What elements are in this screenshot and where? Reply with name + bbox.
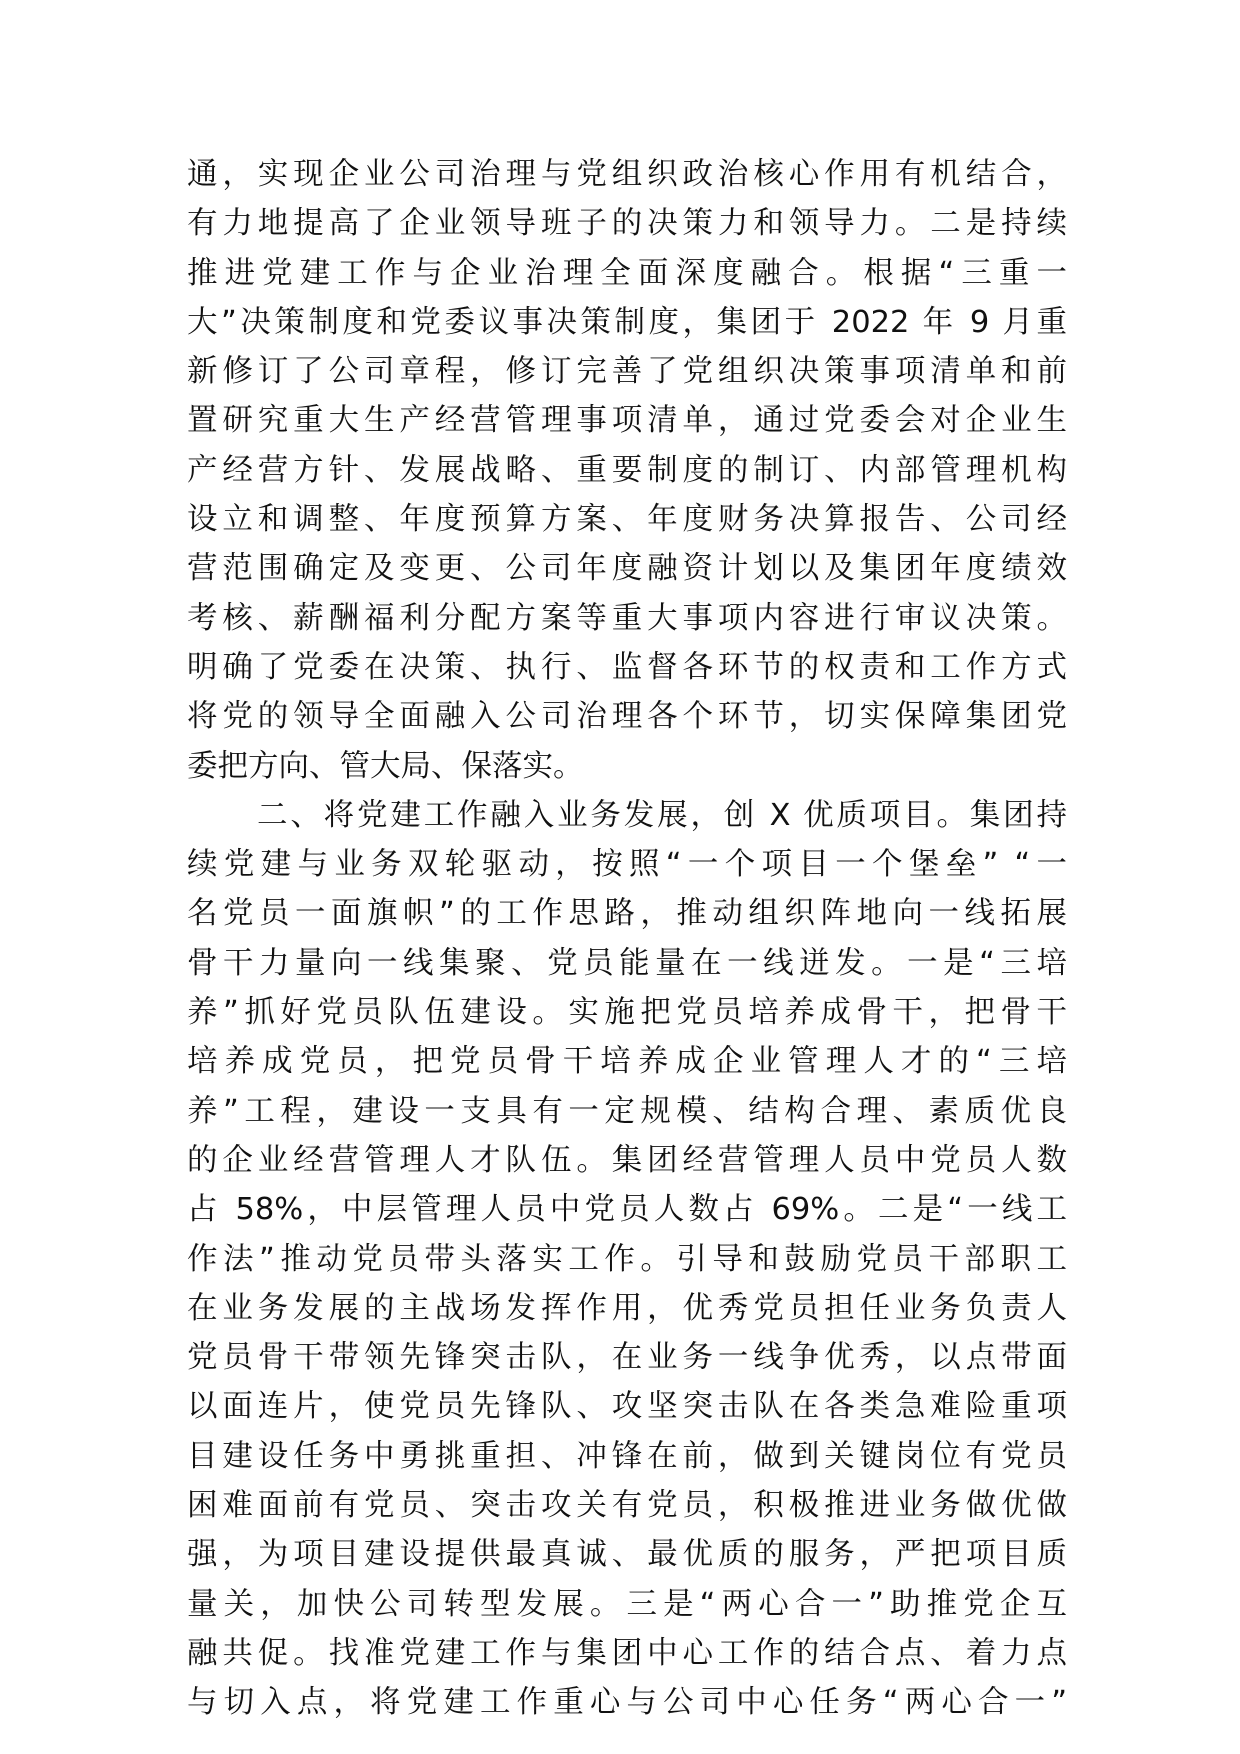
text-line: 与切入点，将党建工作重心与公司中心任务“两心合一” <box>187 1685 1067 1721</box>
text-line: 考核、薪酬福利分配方案等重大事项内容进行审议决策。 <box>187 600 1067 636</box>
text-line: 产经营方针、发展战略、重要制度的制订、内部管理机构 <box>187 452 1067 488</box>
text-line: 强，为项目建设提供最真诚、最优质的服务，严把项目质 <box>187 1537 1067 1573</box>
body-text <box>187 150 1067 1728</box>
text-line: 新修订了公司章程，修订完善了党组织决策事项清单和前 <box>187 354 1067 390</box>
section-heading-line: 二、将党建工作融入业务发展，创 X 优质项目。集团持 <box>257 797 1067 833</box>
text-line: 设立和调整、年度预算方案、年度财务决算报告、公司经 <box>187 502 1067 538</box>
text-line: 融共促。找准党建工作与集团中心工作的结合点、着力点 <box>187 1635 1067 1671</box>
text-line: 以面连片，使党员先锋队、攻坚突击队在各类急难险重项 <box>187 1389 1067 1425</box>
text-line: 骨干力量向一线集聚、党员能量在一线迸发。一是“三培 <box>187 945 1067 981</box>
text-line: 量关，加快公司转型发展。三是“两心合一”助推党企互 <box>187 1586 1067 1622</box>
text-line: 养”工程，建设一支具有一定规模、结构合理、素质优良 <box>187 1093 1067 1129</box>
text-line: 推进党建工作与企业治理全面深度融合。根据“三重一 <box>187 255 1067 291</box>
text-line: 营范围确定及变更、公司年度融资计划以及集团年度绩效 <box>187 551 1067 587</box>
text-line: 党员骨干带领先锋突击队，在业务一线争优秀，以点带面 <box>187 1340 1067 1376</box>
text-line: 通，实现企业公司治理与党组织政治核心作用有机结合， <box>187 157 1067 192</box>
text-line: 置研究重大生产经营管理事项清单，通过党委会对企业生 <box>187 403 1067 439</box>
text-line: 在业务发展的主战场发挥作用，优秀党员担任业务负责人 <box>187 1290 1067 1326</box>
text-line: 大”决策制度和党委议事决策制度，集团于 2022 年 9 月重 <box>187 304 1067 340</box>
text-line: 将党的领导全面融入公司治理各个环节，切实保障集团党 <box>187 699 1067 735</box>
text-line: 困难面前有党员、突击攻关有党员，积极推进业务做优做 <box>187 1488 1067 1524</box>
text-line: 的企业经营管理人才队伍。集团经营管理人员中党员人数 <box>187 1142 1067 1178</box>
paragraph-end-line: 委把方向、管大局、保落实。 <box>187 748 584 784</box>
text-line: 占 58%，中层管理人员中党员人数占 69%。二是“一线工 <box>187 1192 1067 1228</box>
text-line: 养”抓好党员队伍建设。实施把党员培养成骨干，把骨干 <box>187 995 1067 1031</box>
text-line: 有力地提高了企业领导班子的决策力和领导力。二是持续 <box>187 206 1067 242</box>
text-line: 培养成党员，把党员骨干培养成企业管理人才的“三培 <box>187 1044 1067 1080</box>
text-line: 明确了党委在决策、执行、监督各环节的权责和工作方式 <box>187 649 1067 685</box>
text-line: 作法”推动党员带头落实工作。引导和鼓励党员干部职工 <box>187 1241 1067 1277</box>
text-line: 名党员一面旗帜”的工作思路，推动组织阵地向一线拓展 <box>187 896 1067 932</box>
text-line: 续党建与业务双轮驱动，按照“一个项目一个堡垒” “一 <box>187 847 1067 883</box>
text-line: 目建设任务中勇挑重担、冲锋在前，做到关键岗位有党员 <box>187 1438 1067 1474</box>
